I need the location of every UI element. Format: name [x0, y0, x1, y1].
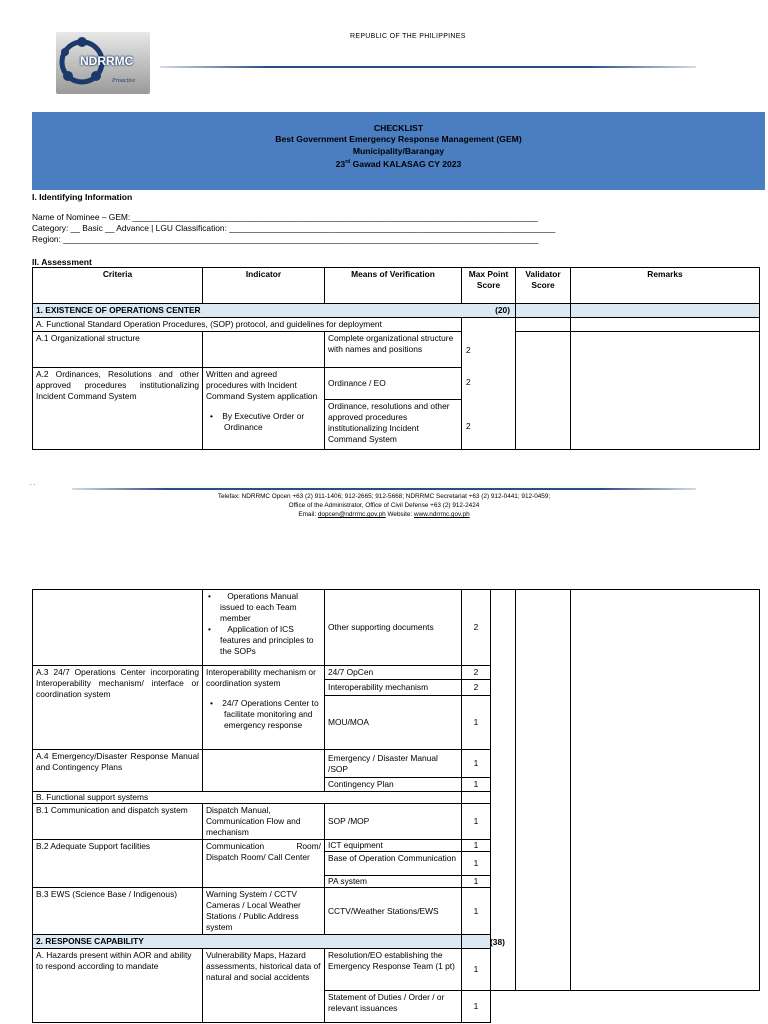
- section-row-operations-center: 1. EXISTENCE OF OPERATIONS CENTER (20): [33, 304, 516, 318]
- section-assessment-title: II. Assessment: [32, 257, 92, 267]
- assessment-table-page2: [32, 589, 760, 1023]
- mov-a1: Complete organizational structure with names and positions: [325, 332, 462, 368]
- section2-score: (38): [490, 937, 505, 947]
- mov-contingency-plan: Contingency Plan: [325, 778, 462, 792]
- footer-dots: . .: [30, 481, 36, 487]
- score-mou-moa: 1: [462, 696, 491, 750]
- ndrrmc-logo: [56, 32, 150, 94]
- score-cctv: 1: [462, 888, 491, 935]
- score-base-operation: 1: [462, 852, 491, 876]
- header-criteria: Criteria: [33, 268, 203, 304]
- score-contingency-plan: 1: [462, 778, 491, 792]
- indicator-b1: Dispatch Manual, Communication Flow and mechanism: [203, 804, 325, 840]
- header-mov: Means of Verification: [325, 268, 462, 304]
- header-indicator: Indicator: [203, 268, 325, 304]
- score-a2-resolutions: 2: [466, 421, 471, 431]
- nominee-name-field[interactable]: Name of Nominee – GEM: _______________________________________________________________________________________: [32, 212, 538, 222]
- indicator-b2: Communication Room/ Dispatch Room/ Call Center: [203, 840, 325, 888]
- banner-line-4: 23rd Gawad KALASAG CY 2023: [335, 158, 462, 169]
- criteria-b2: B.2 Adequate Support facilities: [33, 840, 203, 888]
- score-disaster-manual: 1: [462, 750, 491, 778]
- row-functional-support: B. Functional support systems: [33, 792, 462, 804]
- score-pa-system: 1: [462, 876, 491, 888]
- indicator-hazards: Vulnerability Maps, Hazard assessments, historical data of natural and social accidents: [203, 949, 325, 1023]
- banner-line-2: Best Government Emergency Response Management (GEM): [275, 134, 522, 145]
- score-sop-mop: 1: [462, 804, 491, 840]
- category-field[interactable]: Category: __ Basic __ Advance | LGU Classification: ______________________________________________________________________: [32, 223, 556, 233]
- region-field[interactable]: Region: ______________________________________________________________________________________________________: [32, 234, 539, 244]
- criteria-a1: A.1 Organizational structure: [33, 332, 203, 368]
- mov-disaster-manual: Emergency / Disaster Manual /SOP: [325, 750, 462, 778]
- header-max-score: Max Point Score: [462, 268, 516, 304]
- mov-mou-moa: MOU/MOA: [325, 696, 462, 750]
- header-divider: [160, 66, 696, 68]
- score-resolution-ert: 1: [462, 949, 491, 991]
- indicator-a2: Written and agreed procedures with Incident Command System application • By Executive Order or Ordinance: [203, 368, 325, 450]
- mov-a2-ordinance: Ordinance / EO: [325, 368, 462, 400]
- footer-telefax: Telefax: NDRRMC Opcen +63 (2) 911-1406; 912-2665; 912-5668; NDRRMC Secretariat +63 (2) 912-0441; 912-0459;: [217, 493, 551, 500]
- footer-office: Office of the Administrator, Office of Civil Defense +63 (2) 912-2424: [288, 502, 480, 509]
- mov-a2-resolutions: Ordinance, resolutions and other approved procedures institutionalizing Incident Command System: [325, 400, 462, 450]
- criteria-a2: A.2 Ordinances, Resolutions and other approved procedures institutionalizing Incident Command System: [33, 368, 203, 450]
- mov-base-operation: Base of Operation Communication: [325, 852, 462, 876]
- mov-cctv: CCTV/Weather Stations/EWS: [325, 888, 462, 935]
- criteria-b1: B.1 Communication and dispatch system: [33, 804, 203, 840]
- mov-other-supporting: Other supporting documents: [325, 590, 462, 666]
- criteria-a3: A.3 24/7 Operations Center incorporating Interoperability mechanism/ interface or coordination system: [33, 666, 203, 750]
- logo-text: NDRRMC: [80, 54, 134, 68]
- mov-opcen: 24/7 OpCen: [325, 666, 462, 680]
- footer-website-link[interactable]: www.ndrrmc.gov.ph: [414, 511, 470, 518]
- republic-heading: REPUBLIC OF THE PHILIPPINES: [350, 33, 466, 40]
- section-row-response-capability: 2. RESPONSE CAPABILITY: [33, 935, 462, 949]
- indicator-ops-manual: • Operations Manual issued to each Team member • Application of ICS features and principles to the SOPs: [203, 590, 325, 666]
- logo-subtext: Proactive: [112, 78, 136, 84]
- mov-resolution-ert: Resolution/EO establishing the Emergency Response Team (1 pt): [325, 949, 462, 991]
- footer-email-link[interactable]: dopcen@ndrrmc.gov.ph: [317, 511, 386, 518]
- score-interoperability: 2: [462, 680, 491, 696]
- mov-interoperability: Interoperability mechanism: [325, 680, 462, 696]
- row-functional-sop: A. Functional Standard Operation Procedures, (SOP) protocol, and guidelines for deployment: [33, 318, 462, 332]
- mov-ict-equipment: ICT equipment: [325, 840, 462, 852]
- criteria-a4: A.4 Emergency/Disaster Response Manual and Contingency Plans: [33, 750, 203, 792]
- checklist-banner: [32, 112, 765, 190]
- criteria-hazards: A. Hazards present within AOR and ability to respond according to mandate: [33, 949, 203, 1023]
- assessment-table-page1: [32, 267, 760, 450]
- mov-statement-duties: Statement of Duties / Order / or relevant issuances: [325, 991, 462, 1023]
- score-ict-equipment: 1: [462, 840, 491, 852]
- score-opcen: 2: [462, 666, 491, 680]
- indicator-a3: Interoperability mechanism or coordination system • 24/7 Operations Center to facilitate monitoring and emergency response: [203, 666, 325, 750]
- banner-line-1: CHECKLIST: [373, 123, 424, 133]
- mov-pa-system: PA system: [325, 876, 462, 888]
- banner-line-3: Municipality/Barangay: [352, 145, 445, 156]
- indicator-b3: Warning System / CCTV Cameras / Local Weather Stations / Public Address system: [203, 888, 325, 935]
- header-remarks: Remarks: [571, 268, 760, 304]
- header-validator-score: Validator Score: [516, 268, 571, 304]
- mov-sop-mop: SOP /MOP: [325, 804, 462, 840]
- score-statement-duties: 1: [462, 991, 491, 1023]
- score-a1: 2: [466, 345, 471, 355]
- score-other-supporting: 2: [462, 590, 491, 666]
- criteria-b3: B.3 EWS (Science Base / Indigenous): [33, 888, 203, 935]
- footer-contact: Email: dopcen@ndrrmc.gov.ph Website: www.ndrrmc.gov.ph: [298, 511, 470, 518]
- section-identifying-title: I. Identifying Information: [32, 192, 133, 202]
- score-a2-ordinance: 2: [466, 377, 471, 387]
- footer-divider: [72, 488, 696, 490]
